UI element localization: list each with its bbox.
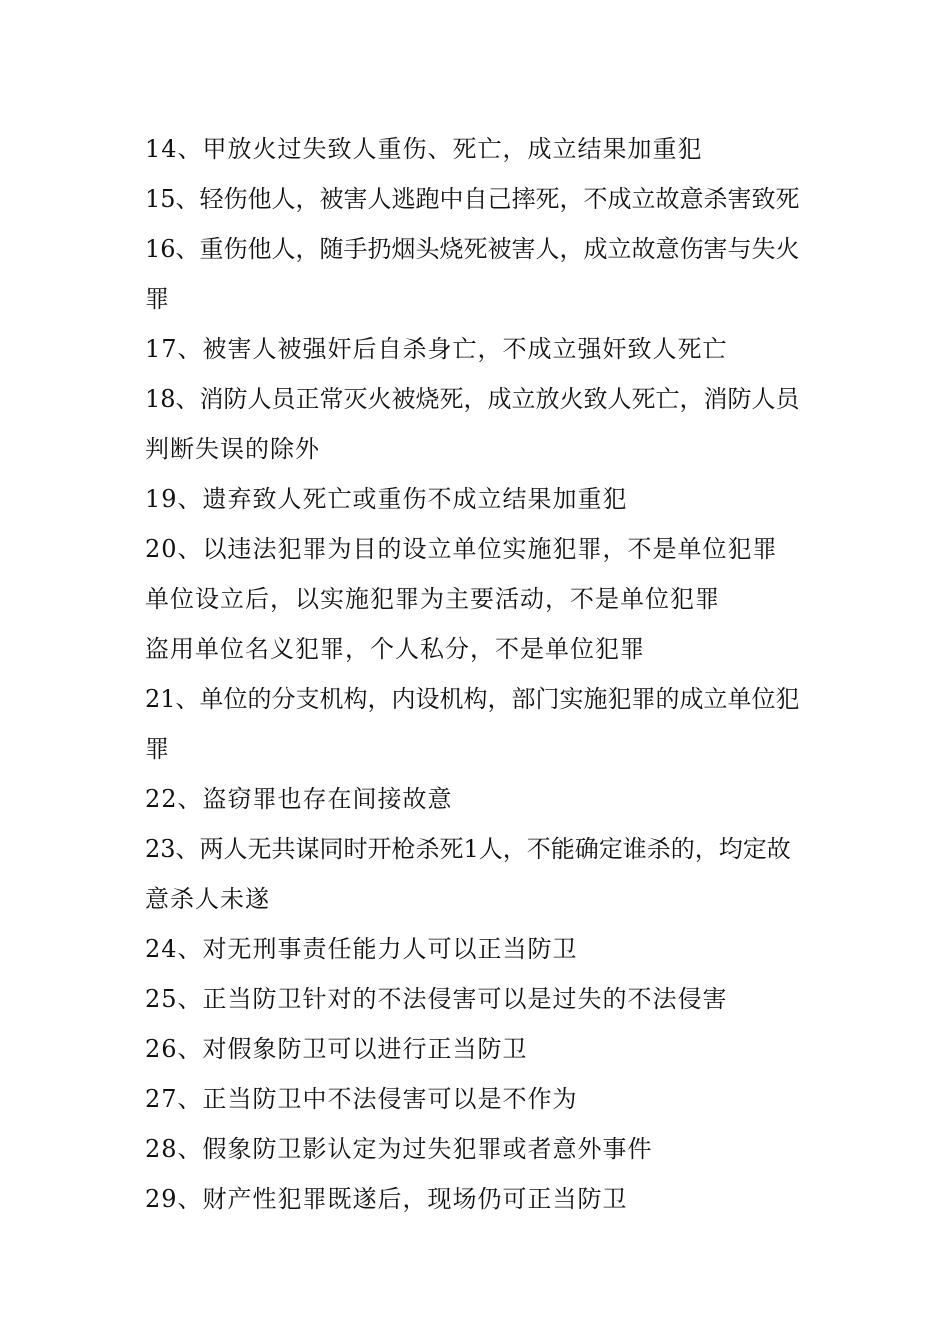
text-line-18-cont: 判断失误的除外: [145, 435, 320, 463]
text-line-23-cont: 意杀人未遂: [145, 885, 270, 913]
text-line-20: 20、以违法犯罪为目的设立单位实施犯罪，不是单位犯罪: [145, 535, 778, 563]
text-line-27: 27、正当防卫中不法侵害可以是不作为: [145, 1085, 578, 1113]
document-body: [145, 124, 809, 1224]
text-line-26: 26、对假象防卫可以进行正当防卫: [145, 1035, 528, 1063]
text-line-15: 15、轻伤他人，被害人逃跑中自己摔死，不成立故意杀害致死: [145, 185, 800, 213]
text-line-14: 14、甲放火过失致人重伤、死亡，成立结果加重犯: [145, 135, 703, 163]
text-line-18: 18、消防人员正常灭火被烧死，成立放火致人死亡，消防人员: [145, 385, 800, 413]
text-line-20-b: 单位设立后，以实施犯罪为主要活动，不是单位犯罪: [145, 585, 720, 613]
text-line-22: 22、盗窃罪也存在间接故意: [145, 785, 453, 813]
text-line-29: 29、财产性犯罪既遂后，现场仍可正当防卫: [145, 1185, 628, 1213]
text-line-19: 19、遗弃致人死亡或重伤不成立结果加重犯: [145, 485, 628, 513]
text-line-17: 17、被害人被强奸后自杀身亡，不成立强奸致人死亡: [145, 335, 728, 363]
text-line-23: 23、两人无共谋同时开枪杀死1人，不能确定谁杀的，均定故: [145, 835, 791, 863]
text-line-21-cont: 罪: [145, 735, 170, 763]
text-line-28: 28、假象防卫影认定为过失犯罪或者意外事件: [145, 1135, 653, 1163]
text-line-21: 21、单位的分支机构，内设机构，部门实施犯罪的成立单位犯: [145, 685, 800, 713]
text-line-16: 16、重伤他人，随手扔烟头烧死被害人，成立故意伤害与失火: [145, 235, 800, 263]
text-line-24: 24、对无刑事责任能力人可以正当防卫: [145, 935, 578, 963]
text-line-20-c: 盗用单位名义犯罪，个人私分，不是单位犯罪: [145, 635, 645, 663]
text-line-16-cont: 罪: [145, 285, 170, 313]
text-line-25: 25、正当防卫针对的不法侵害可以是过失的不法侵害: [145, 985, 728, 1013]
